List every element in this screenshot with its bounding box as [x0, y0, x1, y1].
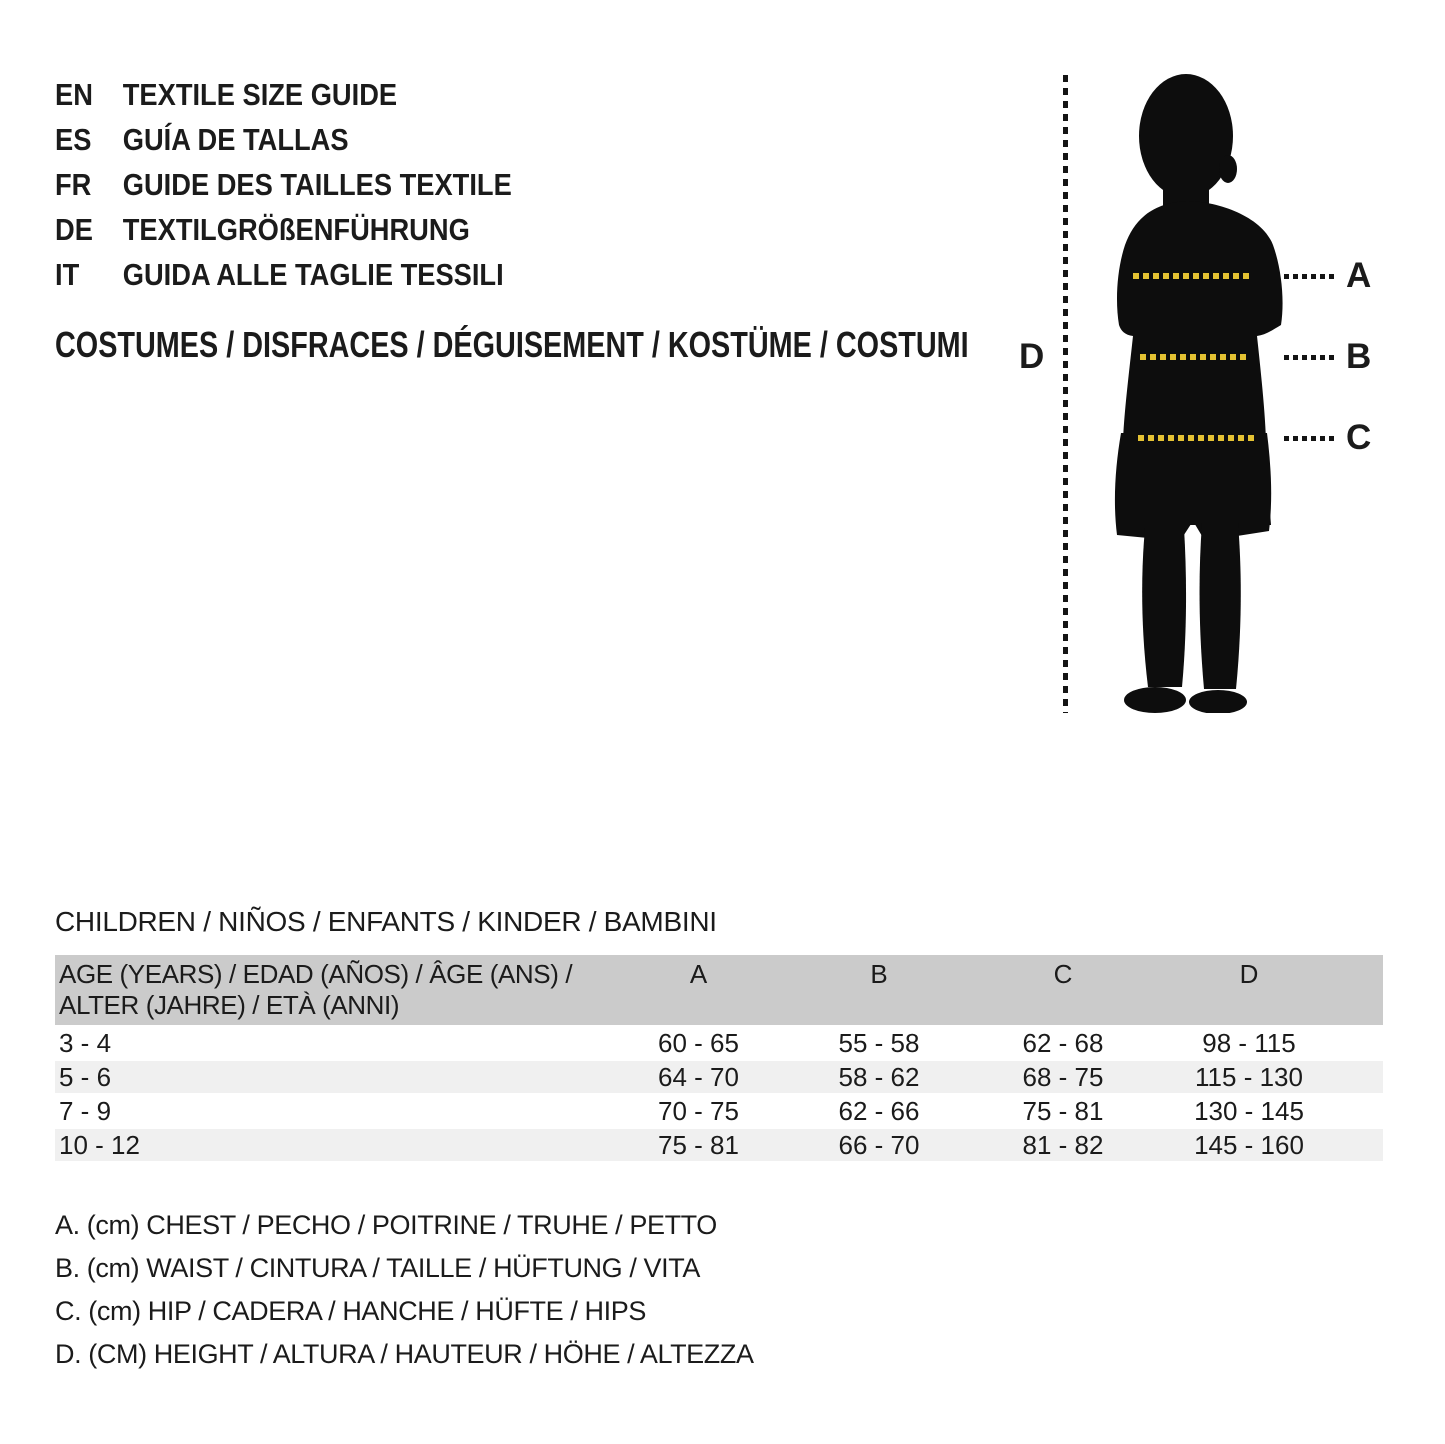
children-section-title: CHILDREN / NIÑOS / ENFANTS / KINDER / BAMBINI — [55, 906, 717, 937]
language-code: ES — [55, 121, 92, 157]
legend-item-waist: B. (cm) WAIST / CINTURA / TAILLE / HÜFTUNG / VITA — [55, 1253, 700, 1283]
legend-item-chest: A. (cm) CHEST / PECHO / POITRINE / TRUHE / PETTO — [55, 1210, 717, 1240]
label-waist-b: B — [1346, 337, 1372, 376]
chest-leader-line — [1284, 274, 1336, 279]
waist-cell: 62 - 66 — [838, 1095, 920, 1126]
age-cell: 5 - 6 — [59, 1061, 112, 1092]
column-header-c: C — [1053, 959, 1073, 989]
language-code: IT — [55, 256, 80, 292]
language-code: DE — [55, 211, 93, 247]
language-title: TEXTILGRÖßENFÜHRUNG — [122, 211, 470, 247]
hip-cell: 68 - 75 — [1022, 1061, 1104, 1092]
chest-cell: 64 - 70 — [658, 1061, 739, 1092]
age-cell: 7 - 9 — [59, 1095, 112, 1126]
measurement-legend — [55, 1204, 754, 1376]
table-row — [55, 1061, 1383, 1093]
height-cell: 145 - 160 — [1194, 1129, 1304, 1160]
chest-cell: 60 - 65 — [658, 1027, 739, 1058]
label-chest-a: A — [1346, 256, 1372, 295]
table-row — [55, 1129, 1383, 1161]
waist-leader-line — [1284, 355, 1336, 360]
hip-cell: 75 - 81 — [1022, 1095, 1104, 1126]
height-cell: 98 - 115 — [1202, 1027, 1296, 1058]
hip-leader-line — [1284, 436, 1336, 441]
hip-cell: 81 - 82 — [1022, 1129, 1104, 1160]
waist-cell: 58 - 62 — [838, 1061, 920, 1092]
language-code: FR — [55, 166, 92, 202]
size-table — [55, 955, 1383, 1161]
chest-cell: 75 - 81 — [658, 1129, 739, 1160]
height-measure-dotted-line — [1063, 75, 1068, 713]
waist-cell: 66 - 70 — [838, 1129, 920, 1160]
label-hip-c: C — [1346, 418, 1372, 457]
age-cell: 3 - 4 — [59, 1027, 112, 1058]
table-row — [55, 1095, 1383, 1127]
waist-measure-line — [1140, 354, 1250, 360]
language-code: EN — [55, 76, 93, 112]
column-header-a: A — [689, 959, 708, 989]
height-cell: 115 - 130 — [1195, 1061, 1303, 1092]
waist-cell: 55 - 58 — [838, 1027, 920, 1058]
child-silhouette-icon — [1085, 73, 1305, 713]
header-filler — [1343, 955, 1383, 1025]
hip-measure-line — [1138, 435, 1256, 441]
age-cell: 10 - 12 — [59, 1129, 140, 1160]
chest-cell: 70 - 75 — [658, 1095, 739, 1126]
language-title: GUIDA ALLE TAGLIE TESSILI — [122, 256, 504, 292]
height-cell: 130 - 145 — [1194, 1095, 1304, 1126]
chest-measure-line — [1133, 273, 1253, 279]
hip-cell: 62 - 68 — [1022, 1027, 1104, 1058]
age-column-header — [55, 955, 610, 1025]
column-header-d: D — [1239, 959, 1259, 989]
language-title: GUÍA DE TALLAS — [122, 121, 349, 157]
size-table-header — [55, 955, 1383, 1025]
legend-item-height: D. (CM) HEIGHT / ALTURA / HAUTEUR / HÖHE / ALTEZZA — [55, 1339, 754, 1369]
age-header-line1: AGE (YEARS) / EDAD (AÑOS) / ÂGE (ANS) / — [59, 959, 573, 989]
label-height-d: D — [1019, 337, 1045, 376]
table-row — [55, 1027, 1383, 1059]
language-title: TEXTILE SIZE GUIDE — [122, 76, 398, 112]
age-header-line2: ALTER (JAHRE) / ETÀ (ANNI) — [59, 990, 400, 1020]
legend-item-hip: C. (cm) HIP / CADERA / HANCHE / HÜFTE / HIPS — [55, 1296, 646, 1326]
category-title: COSTUMES / DISFRACES / DÉGUISEMENT / KOSTÜME / COSTUMI — [55, 324, 969, 365]
column-header-b: B — [870, 959, 888, 989]
language-title: GUIDE DES TAILLES TEXTILE — [122, 166, 512, 202]
